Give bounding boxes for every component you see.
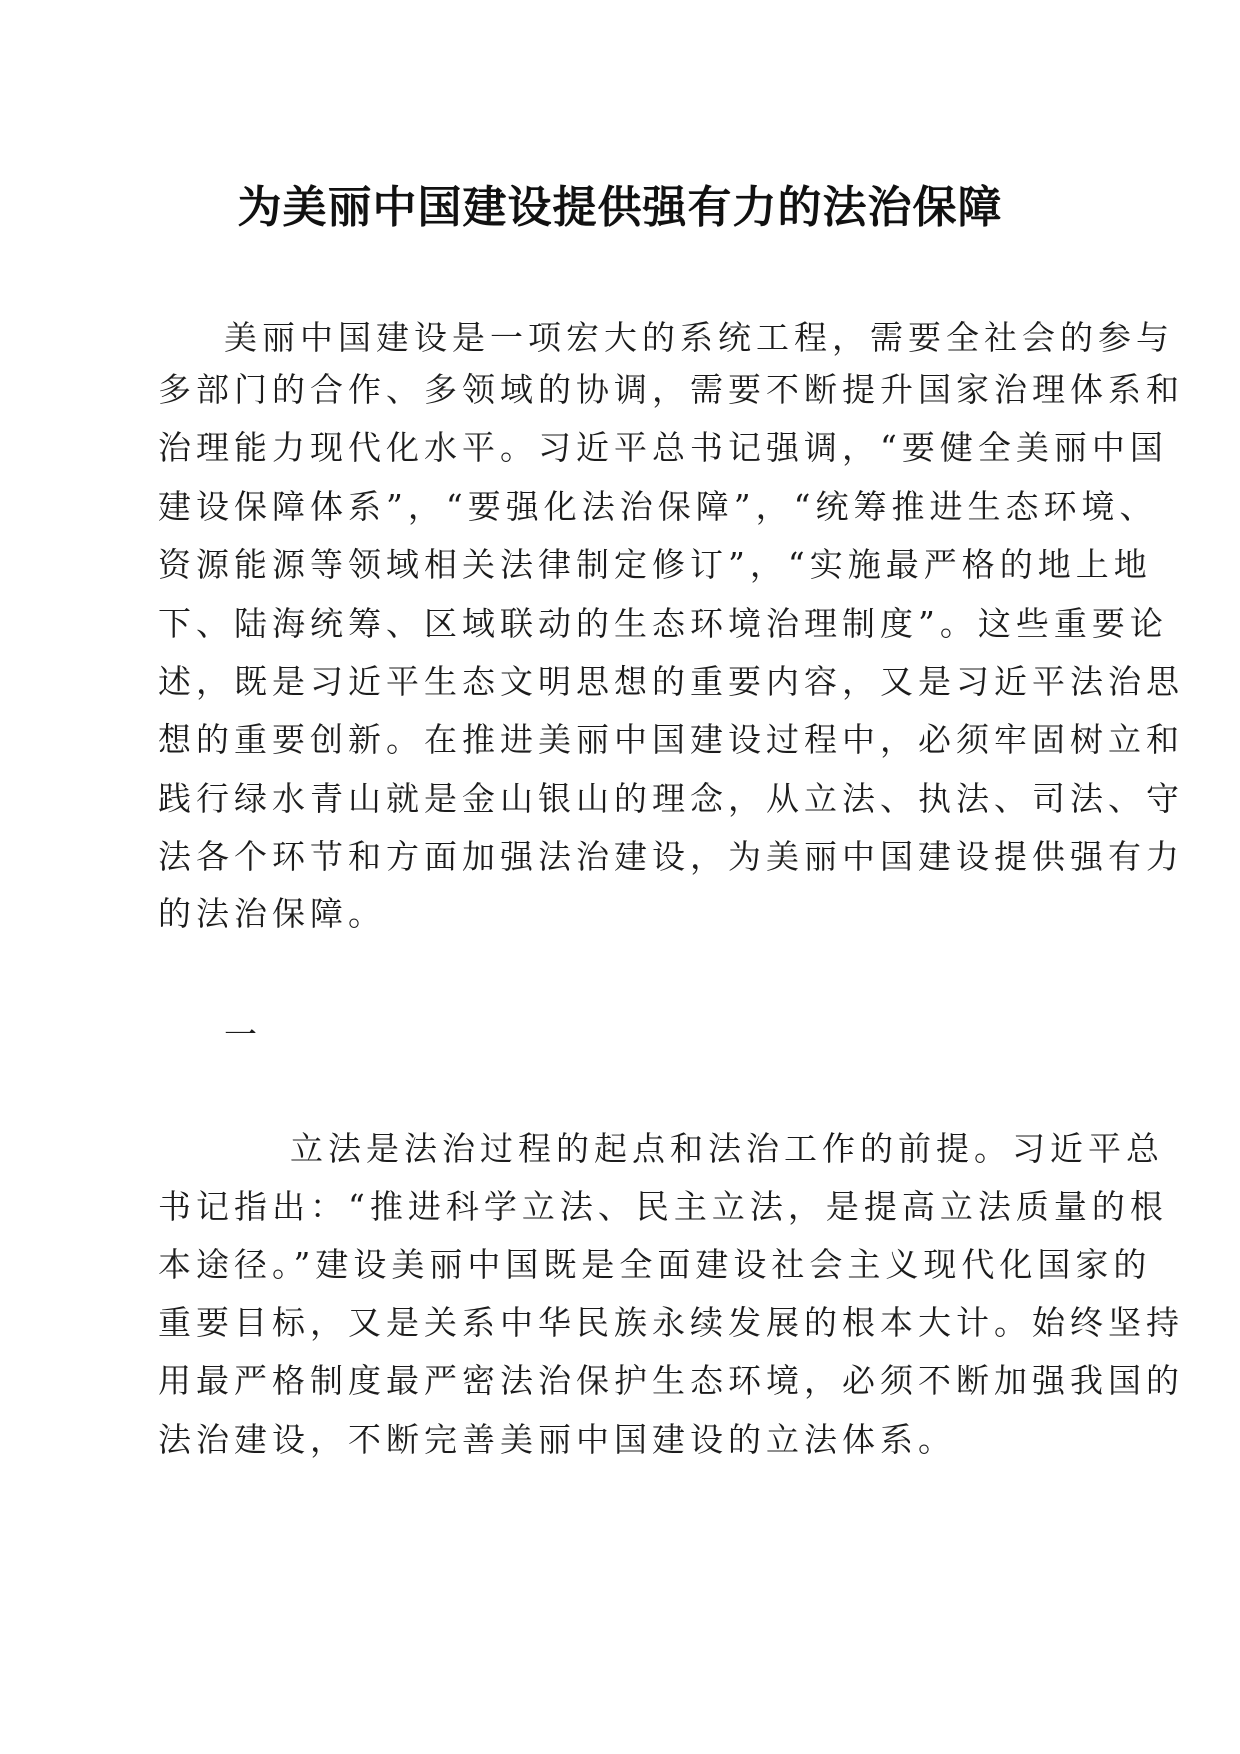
paragraph-line: 重要目标，又是关系中华民族永续发展的根本大计。始终坚持 [158, 1303, 1184, 1342]
paragraph-line: 的法治保障。 [158, 894, 386, 933]
paragraph-line: 资源能源等领域相关法律制定修订”，“实施最严格的地上地 [158, 545, 1152, 584]
section-number: 一 [224, 1015, 262, 1054]
document-title: 为美丽中国建设提供强有力的法治保障 [237, 182, 1003, 233]
paragraph-line: 践行绿水青山就是金山银山的理念，从立法、执法、司法、守 [158, 779, 1184, 818]
paragraph-line: 治理能力现代化水平。习近平总书记强调，“要健全美丽中国 [158, 428, 1168, 467]
paragraph-line: 述，既是习近平生态文明思想的重要内容，又是习近平法治思 [158, 662, 1184, 701]
paragraph-line: 法治建设，不断完善美丽中国建设的立法体系。 [158, 1420, 956, 1459]
paragraph-line: 想的重要创新。在推进美丽中国建设过程中，必须牢固树立和 [158, 720, 1184, 759]
paragraph-line: 法各个环节和方面加强法治建设，为美丽中国建设提供强有力 [158, 837, 1184, 876]
paragraph-line: 立法是法治过程的起点和法治工作的前提。习近平总 [290, 1129, 1164, 1168]
paragraph-line: 多部门的合作、多领域的协调，需要不断提升国家治理体系和 [158, 370, 1184, 409]
paragraph-line: 下、陆海统筹、区域联动的生态环境治理制度”。这些重要论 [158, 604, 1168, 643]
paragraph-line: 建设保障体系”，“要强化法治保障”，“统筹推进生态环境、 [158, 487, 1158, 526]
paragraph-line: 书记指出：“推进科学立法、民主立法，是提高立法质量的根 [158, 1187, 1168, 1226]
paragraph-line: 用最严格制度最严密法治保护生态环境，必须不断加强我国的 [158, 1361, 1184, 1400]
paragraph-line: 本途径。”建设美丽中国既是全面建设社会主义现代化国家的 [158, 1245, 1152, 1284]
paragraph-line: 美丽中国建设是一项宏大的系统工程，需要全社会的参与 [224, 318, 1174, 357]
